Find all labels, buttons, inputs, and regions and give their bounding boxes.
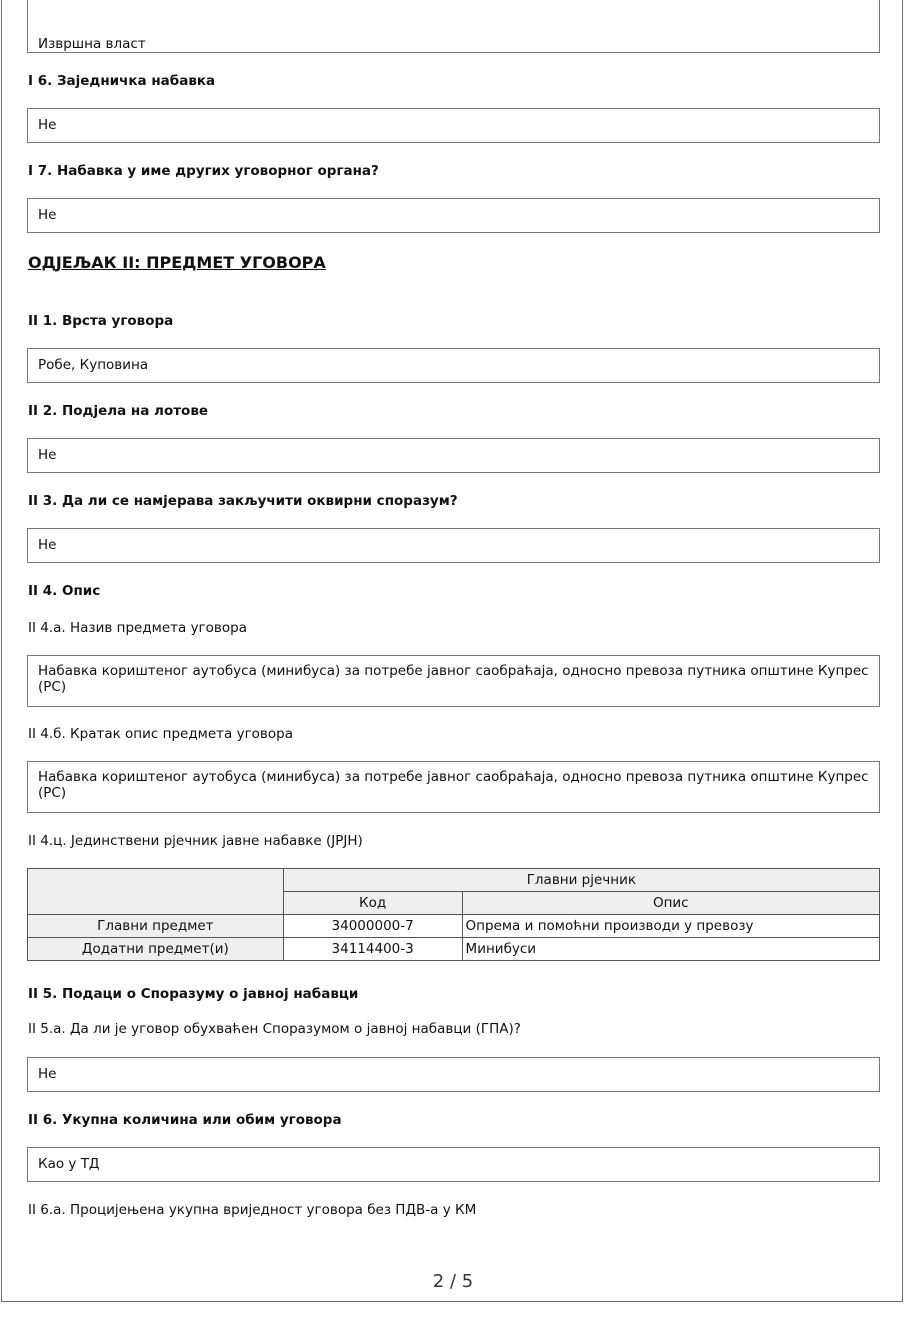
cpv-row-desc: Минибуси xyxy=(462,938,879,961)
section-2-title: ОДЈЕЉАК II: ПРЕДМЕТ УГОВОРА xyxy=(28,253,326,272)
i7-label: I 7. Набавка у име других уговорног органа? xyxy=(28,163,379,179)
ii5a-value: Не xyxy=(38,1066,57,1082)
authority-type-value: Извршна власт xyxy=(38,36,146,52)
document-page xyxy=(1,0,903,1302)
ii4-label: II 4. Опис xyxy=(28,583,101,599)
cpv-table xyxy=(27,868,880,961)
cpv-col-desc-header: Опис xyxy=(462,892,879,915)
i7-field xyxy=(27,198,880,233)
ii4a-label: II 4.а. Назив предмета уговора xyxy=(28,620,247,636)
ii6-value: Као у ТД xyxy=(38,1156,100,1172)
ii3-value: Не xyxy=(38,537,57,553)
ii1-value: Робе, Куповина xyxy=(38,357,149,373)
ii4b-label: II 4.б. Кратак опис предмета уговора xyxy=(28,726,293,742)
cpv-empty-header-cell xyxy=(28,869,284,915)
i7-value: Не xyxy=(38,207,57,223)
authority-type-field xyxy=(27,0,880,53)
cpv-row-desc: Опрема и помоћни производи у превозу xyxy=(462,915,879,938)
ii4a-value: Набавка кориштеног аутобуса (минибуса) за потребе јавног саобраћаја, односно превоза путника општине Купрес (РС) xyxy=(38,663,869,695)
ii1-field xyxy=(27,348,880,383)
i6-label: I 6. Заједничка набавка xyxy=(28,73,216,89)
ii6-label: II 6. Укупна количина или обим уговора xyxy=(28,1112,342,1128)
cpv-row-code: 34000000-7 xyxy=(283,915,462,938)
ii2-value: Не xyxy=(38,447,57,463)
cpv-row-label: Додатни предмет(и) xyxy=(28,938,284,961)
cpv-row-code: 34114400-3 xyxy=(283,938,462,961)
ii4c-label: II 4.ц. Јединствени рјечник јавне набавке (JPJH) xyxy=(28,833,363,849)
ii6-field xyxy=(27,1147,880,1182)
ii2-field xyxy=(27,438,880,473)
ii4b-value: Набавка кориштеног аутобуса (минибуса) за потребе јавног саобраћаја, односно превоза путника општине Купрес (РС) xyxy=(38,769,869,801)
cpv-col-code-header: Код xyxy=(283,892,462,915)
i6-value: Не xyxy=(38,117,57,133)
ii4b-field xyxy=(27,761,880,813)
ii5a-label: II 5.а. Да ли је уговор обухваћен Споразумом о јавној набавци (ГПА)? xyxy=(28,1021,521,1037)
ii1-label: II 1. Врста уговора xyxy=(28,313,174,329)
cpv-row-label: Главни предмет xyxy=(28,915,284,938)
table-row xyxy=(28,915,880,938)
table-row xyxy=(28,938,880,961)
page-indicator: 2 / 5 xyxy=(432,1271,474,1292)
cpv-group-header: Главни рјечник xyxy=(283,869,879,892)
ii4a-field xyxy=(27,655,880,707)
ii2-label: II 2. Подјела на лотове xyxy=(28,403,209,419)
ii5-label: II 5. Подаци о Споразуму о јавној набавци xyxy=(28,986,359,1002)
ii5a-field xyxy=(27,1057,880,1092)
ii3-label: II 3. Да ли се намјерава закључити оквирни споразум? xyxy=(28,493,458,509)
i6-field xyxy=(27,108,880,143)
ii3-field xyxy=(27,528,880,563)
ii6a-label: II 6.а. Процијењена укупна вриједност уговора без ПДВ-а у КМ xyxy=(28,1202,477,1218)
